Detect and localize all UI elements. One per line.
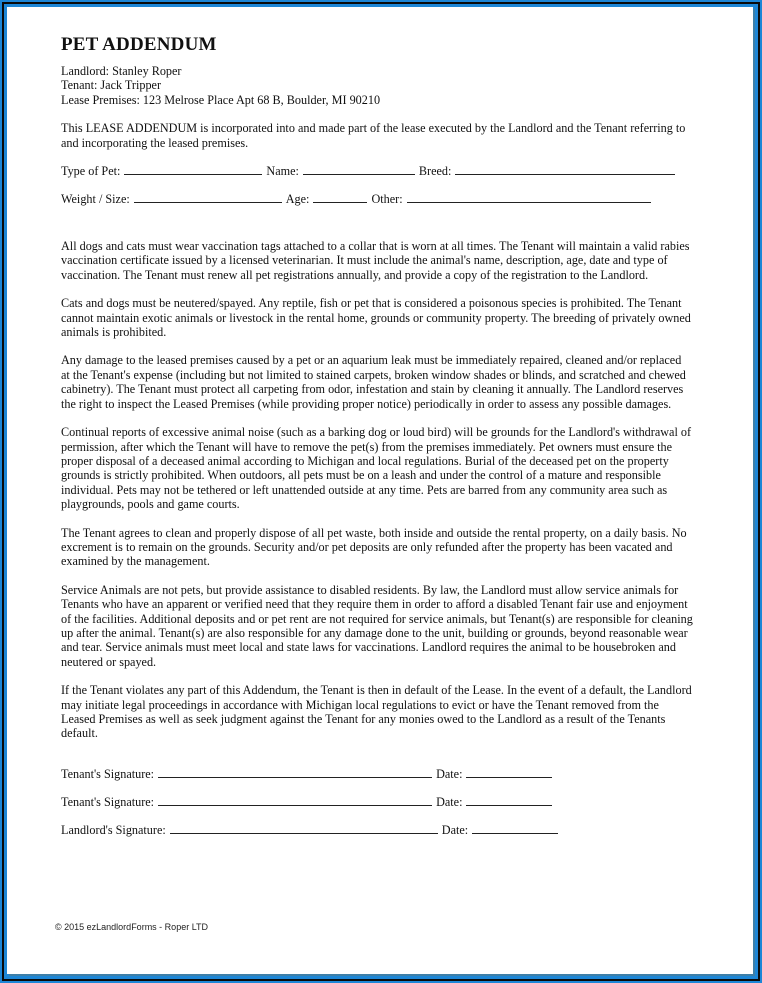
document-content — [61, 34, 693, 849]
age-field[interactable] — [313, 190, 367, 203]
copyright-footer: © 2015 ezLandlordForms - Roper LTD — [55, 922, 209, 932]
paragraph-service-animals: Service Animals are not pets, but provide assistance to disabled residents. By law, the Landlord must allow service animals for Tenants who have an apparent or verified need that they require them in order to afford a disabled Tenant fair use and enjoyment of the facilities. Additional deposits and or pet rent are not required for service animals, but Tenant(s) are responsible for cleaning up after the animal. Tenant(s) are also responsible for any damage done to the unit, building or grounds, beyond reasonable wear and tear. Service animals must meet local and state laws for vaccinations. Landlord requires the animal to be housebroken and neutered or spayed. — [61, 582, 693, 669]
pet-info-row-2 — [61, 190, 693, 206]
signature-label: Tenant's Signature: — [61, 766, 155, 781]
paragraph-waste: The Tenant agrees to clean and properly dispose of all pet waste, both inside and outside the rental property, on a daily basis. No excrement is to remain on the grounds. Security and/or pet deposits are only refunded after the property has been vacated and examined by the management. — [61, 525, 687, 569]
date-field[interactable] — [472, 821, 558, 834]
breed-label: Breed: — [418, 164, 452, 179]
type-of-pet-field[interactable] — [124, 162, 262, 175]
paragraph-neutered: Cats and dogs must be neutered/spayed. Any reptile, fish or pet that is considered a poisonous species is prohibited. The Tenant cannot maintain exotic animals or livestock in the rental home, grounds or community property. The breeding of privately owned animals is prohibited. — [61, 296, 691, 340]
date-label: Date: — [436, 766, 463, 781]
signature-field[interactable] — [158, 793, 432, 806]
weight-size-label: Weight / Size: — [61, 192, 130, 207]
signature-label: Landlord's Signature: — [61, 822, 166, 837]
intro-paragraph: This LEASE ADDENDUM is incorporated into and made part of the lease executed by the Landlord and the Tenant referring to and incorporating the leased premises. — [61, 121, 686, 150]
signature-field[interactable] — [158, 765, 432, 778]
name-label: Name: — [266, 164, 299, 179]
date-field[interactable] — [466, 765, 552, 778]
weight-size-field[interactable] — [134, 190, 282, 203]
name-field[interactable] — [303, 162, 415, 175]
other-label: Other: — [371, 192, 403, 207]
document-title: PET ADDENDUM — [61, 34, 217, 55]
paragraph-default: If the Tenant violates any part of this Addendum, the Tenant is then in default of the Lease. In the event of a default, the Landlord may initiate legal proceedings in accordance with Michigan local regulations to evict or have the Tenant removed from the Leased Premises as well as seek judgment against the Tenant for any monies owed to the Landlord as a result of the Tenants default. — [61, 683, 692, 741]
signature-row-landlord — [61, 821, 693, 837]
landlord-line: Landlord: Stanley Roper — [61, 64, 182, 78]
signature-row-tenant-1 — [61, 765, 693, 781]
date-label: Date: — [436, 794, 463, 809]
breed-field[interactable] — [455, 162, 675, 175]
paragraph-vaccination: All dogs and cats must wear vaccination tags attached to a collar that is worn at all times. The Tenant will maintain a valid rabies vaccination certificate issued by a licensed veterinarian. It must include the animal's name, description, age, date and type of vaccination. The Tenant must renew all pet registrations annually, and provide a copy of the registration to the Landlord. — [61, 239, 690, 282]
date-label: Date: — [441, 822, 469, 837]
paragraph-damage: Any damage to the leased premises caused by a pet or an aquarium leak must be immediately repaired, cleaned and/or replaced at the Tenant's expense (including but not limited to stained carpets, broken window shades or blinds, and scratched and chewed cabinetry). The Tenant must protect all carpeting from odor, infestation and stain by cleaning it annually. The Landlord reserves the right to inspect the Leased Premises (while providing proper notice) periodically in order to assess any possible damages. — [61, 353, 686, 411]
date-field[interactable] — [466, 793, 552, 806]
signature-block — [61, 765, 693, 837]
age-label: Age: — [285, 192, 310, 207]
signature-label: Tenant's Signature: — [61, 794, 155, 809]
paragraph-noise: Continual reports of excessive animal noise (such as a barking dog or loud bird) will be grounds for the Landlord's withdrawal of permission, after which the Tenant will have to remove the pet(s) from the premises immediately. Pet owners must ensure the proper disposal of a deceased animal according to Michigan and local regulations. Burial of the deceased pet on the property grounds is strictly prohibited. When outdoors, all pets must be on a leash and under the control of a mature and responsible individual. Pets may not be tethered or left unattended outside at any time. Pets are barred from any community area such as playgrounds, pools and game courts. — [61, 425, 692, 512]
type-of-pet-label: Type of Pet: — [61, 164, 121, 179]
tenant-line: Tenant: Jack Tripper — [61, 78, 162, 93]
signature-field[interactable] — [170, 821, 438, 834]
other-field[interactable] — [407, 190, 651, 203]
premises-line: Lease Premises: 123 Melrose Place Apt 68 B, Boulder, MI 90210 — [61, 92, 381, 107]
pet-info-row-1 — [61, 162, 693, 178]
signature-row-tenant-2 — [61, 793, 693, 809]
